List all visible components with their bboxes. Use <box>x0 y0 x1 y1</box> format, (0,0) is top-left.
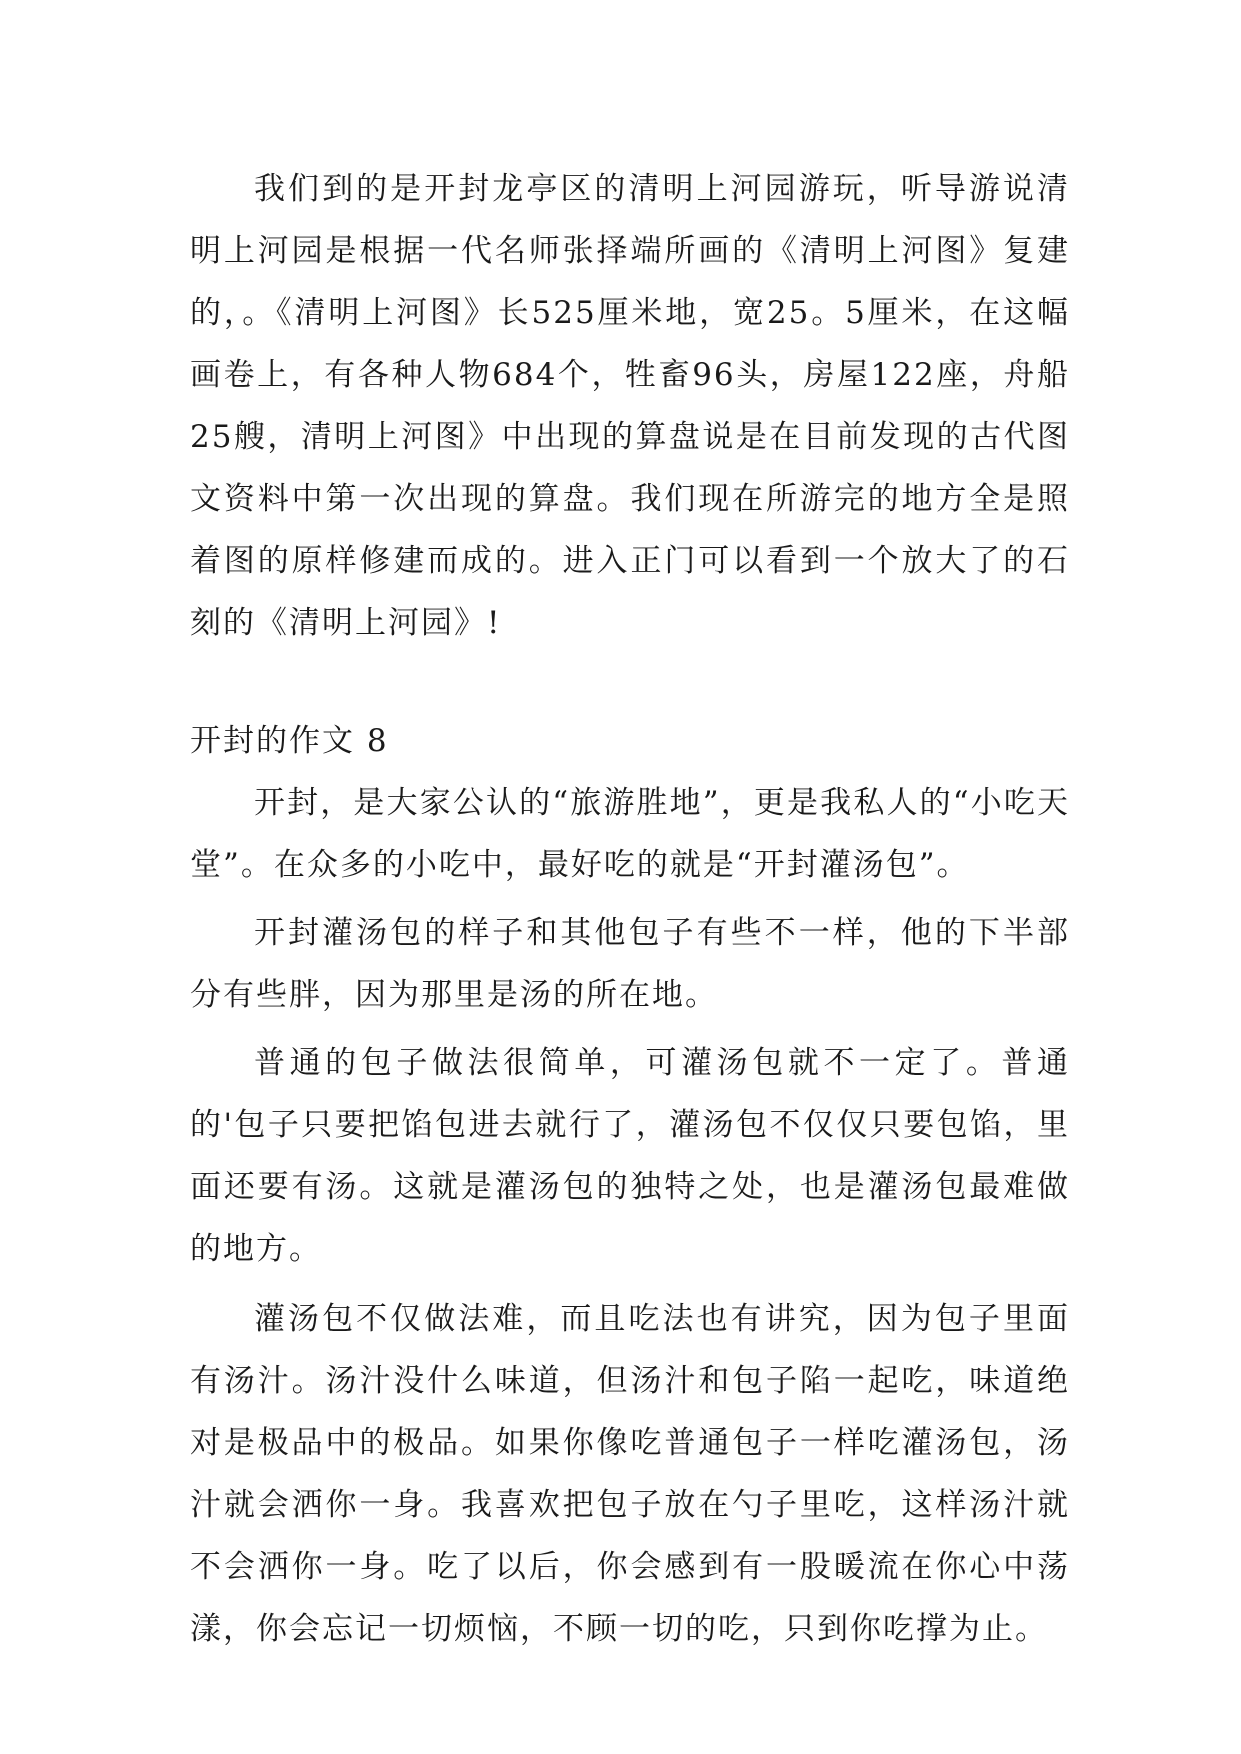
paragraph-method: 普通的包子做法很简单，可灌汤包就不一定了。普通的'包子只要把馅包进去就行了，灌汤包不仅仅只要包馅，里面还要有汤。这就是灌汤包的独特之处，也是灌汤包最难做的地方。 <box>190 1045 1070 1267</box>
document-body <box>190 158 1070 1660</box>
paragraph-eating: 灌汤包不仅做法难，而且吃法也有讲究，因为包子里面有汤汁。汤汁没什么味道，但汤汁和包子陷一起吃，味道绝对是极品中的极品。如果你像吃普通包子一样吃灌汤包，汤汁就会洒你一身。我喜欢把包子放在勺子里吃，这样汤汁就不会洒你一身。吃了以后，你会感到有一股暖流在你心中荡漾，你会忘记一切烦恼，不顾一切的吃，只到你吃撑为止。 <box>190 1301 1070 1647</box>
paragraph-shape: 开封灌汤包的样子和其他包子有些不一样，他的下半部分有些胖，因为那里是汤的所在地。 <box>190 915 1070 1013</box>
paragraph-intro: 开封，是大家公认的“旅游胜地”，更是我私人的“小吃天堂”。在众多的小吃中，最好吃的就是“开封灌汤包”。 <box>190 785 1070 883</box>
paragraph-qingming: 我们到的是开封龙亭区的清明上河园游玩，听导游说清明上河园是根据一代名师张择端所画的《清明上河图》复建的，。《清明上河图》长525厘米地，宽25。5厘米，在这幅画卷上，有各种人物684个，牲畜96头，房屋122座，舟船25艘，清明上河图》中出现的算盘说是在目前发现的古代图文资料中第一次出现的算盘。我们现在所游完的地方全是照着图的原样修建而成的。进入正门可以看到一个放大了的石刻的《清明上河园》! <box>190 171 1070 641</box>
section-title: 开封的作文 8 <box>190 723 389 759</box>
